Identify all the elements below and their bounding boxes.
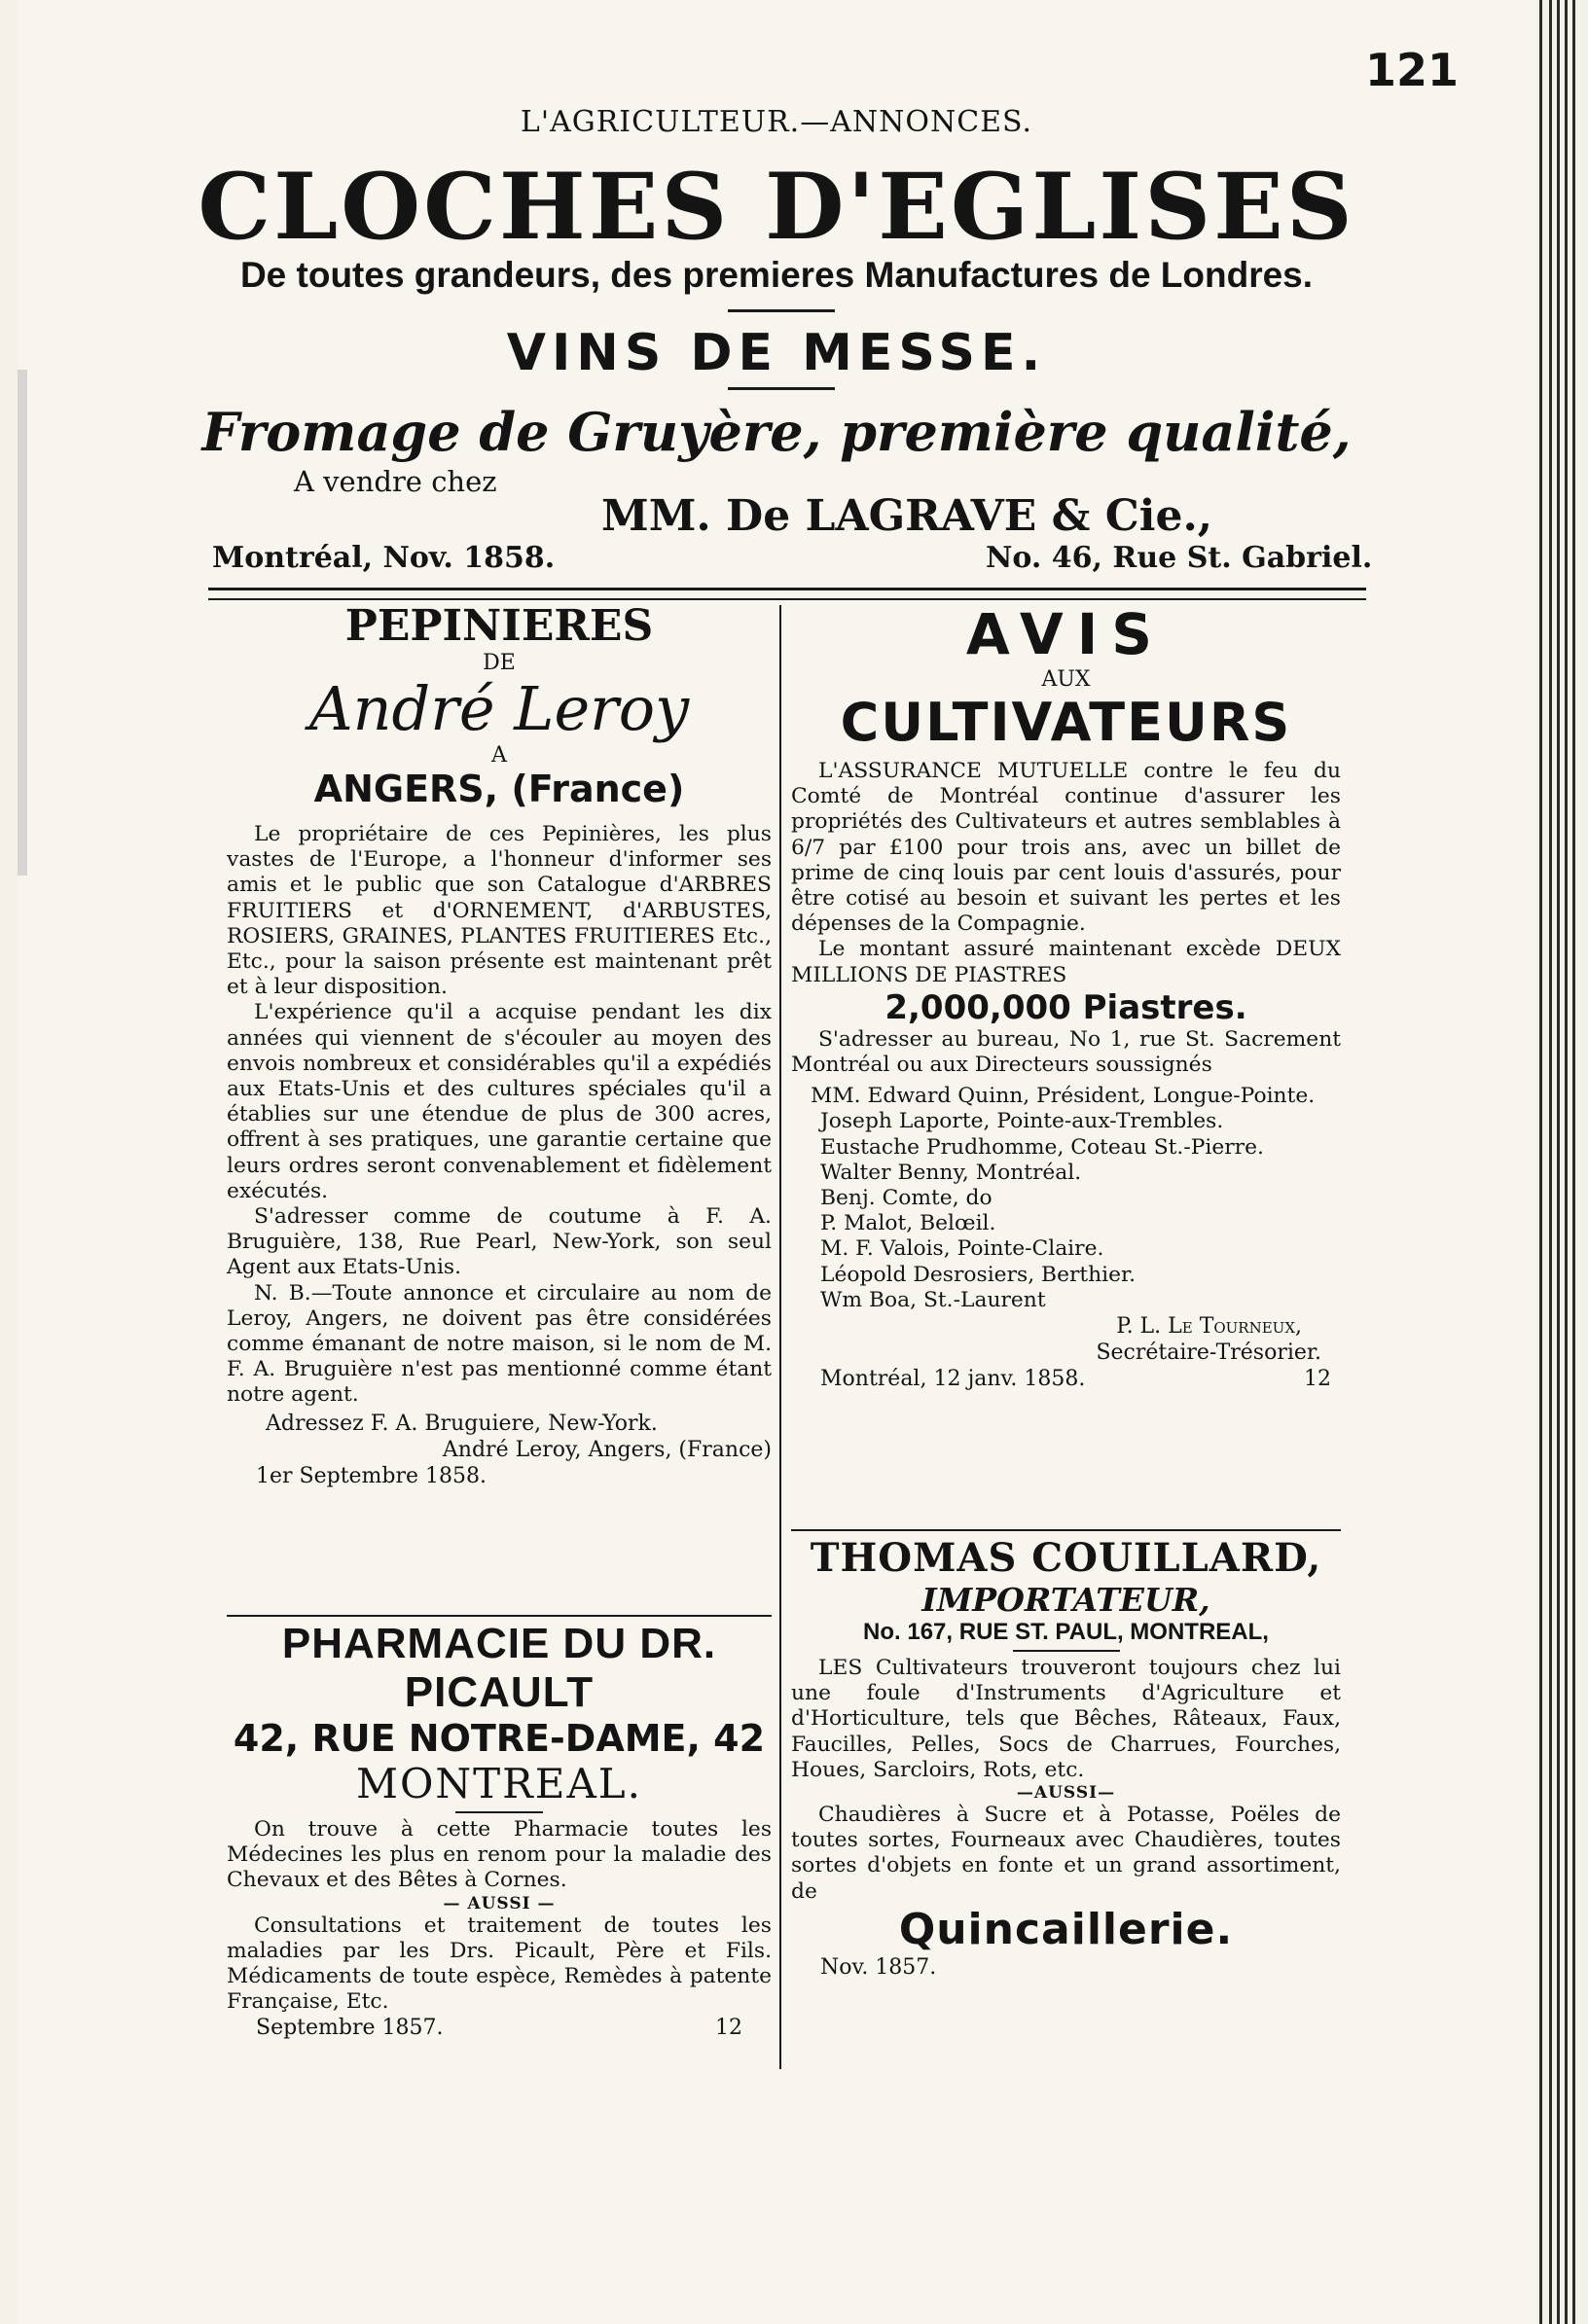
pepinieres-de: DE <box>483 651 516 675</box>
director: P. Malot, Belœil. <box>820 1211 996 1236</box>
director: MM. Edward Quinn, Président, Longue-Pointe. <box>811 1084 1316 1109</box>
avis-paragraph: S'adresser au bureau, No 1, rue St. Sacrement Montréal ou aux Directeurs soussignés <box>791 1026 1341 1078</box>
pharmacie-title: PHARMACIE DU DR. PICAULT <box>281 1620 717 1716</box>
pharmacie-footer <box>227 2015 772 2041</box>
avis-date: Montréal, 12 janv. 1858. <box>820 1367 1086 1392</box>
avis-secretary-title: Secrétaire-Trésorier. <box>1096 1341 1321 1366</box>
pepinieres-title: PEPINIERES <box>344 601 654 651</box>
divider <box>455 1811 543 1813</box>
avis-amount: 2,000,000 Piastres. <box>884 987 1247 1027</box>
avis-aux: AUX <box>1041 667 1091 692</box>
pharmacie-date: Septembre 1857. <box>256 2016 444 2041</box>
pharmacie-city: MONTREAL. <box>355 1760 643 1807</box>
pharmacie-paragraph: Consultations et traitement de toutes les maladies par les Drs. Picault, Père et Fils. Médicaments de toute espèce, Remèdes à patente Française, Etc. <box>227 1913 772 2015</box>
avis-directors <box>791 1084 1341 1313</box>
pepinieres-date: 1er Septembre 1858. <box>256 1463 487 1488</box>
pepinieres-paragraph: Le propriétaire de ces Pepinières, les plus vastes de l'Europe, a l'honneur d'informer ses amis et le public que son Catalogue d'ARBRES FRUITIERS et d'ORNEMENT, d'ARBUSTES, ROSIERS, GRAINES, PLANTES FRUITIERES Etc., Etc., pour la saison présente est maintenant prêt et à leur disposition. <box>227 822 772 1000</box>
couillard-paragraph: LES Cultivateurs trouveront toujours chez lui une foule d'Instruments d'Agriculture et d'Horticulture, tels que Bêches, Râteaux, Faux, Faucilles, Pelles, Socs de Charrues, Fourches, Houes, Sarcloirs, Rots, etc. <box>791 1656 1341 1782</box>
director: Benj. Comte, do <box>820 1186 992 1211</box>
avis-cultivateurs: CULTIVATEURS <box>840 692 1292 753</box>
page-number: 121 <box>1365 44 1460 96</box>
pharmacie-paragraph: On trouve à cette Pharmacie toutes les Médecines les plus en renom pour la maladie des Chevaux et des Bêtes à Cornes. <box>227 1817 772 1893</box>
merchant-name: MM. De LAGRAVE & Cie., <box>601 491 1213 541</box>
couillard-role: IMPORTATEUR, <box>921 1581 1210 1619</box>
avis-paragraph: L'ASSURANCE MUTUELLE contre le feu du Comté de Montréal continue d'assurer les propriétés des Cultivateurs et autres semblables à 6/7 par £100 pour trois ans, avec un billet de prime de cinq louis par cent louis d'assurés, pour être cotisé au besoin et suivant les pertes et les dépenses de la Compagnie. <box>791 759 1341 937</box>
director: Wm Boa, St.-Laurent <box>820 1287 1046 1312</box>
cloches-title: CLOCHES D'EGLISES <box>198 154 1355 261</box>
fromage-heading: Fromage de Gruyère, première qualité, <box>201 401 1352 463</box>
vins-heading: VINS DE MESSE. <box>506 324 1047 382</box>
couillard-paragraph: Chaudières à Sucre et à Potasse, Poëles de toutes sortes, Fourneaux avec Chaudières, toutes sortes d'objets en fonte et un grand assortiment, de <box>791 1803 1341 1904</box>
avis-ad <box>791 601 1341 1392</box>
header-date: Montréal, Nov. 1858. <box>212 541 556 575</box>
section-double-rule <box>208 588 1366 600</box>
director: M. F. Valois, Pointe-Claire. <box>820 1236 1104 1262</box>
couillard-name: THOMAS COUILLARD, <box>810 1535 1322 1581</box>
a-vendre-chez: A vendre chez <box>294 465 497 498</box>
avis-title: AVIS <box>965 601 1167 667</box>
pepinieres-paragraph: S'adresser comme de coutume à F. A. Bruguière, 138, Rue Pearl, New-York, son seul Agent aux Etats-Unis. <box>227 1204 772 1280</box>
pepinieres-paragraph: N. B.—Toute annonce et circulaire au nom de Leroy, Angers, ne doivent pas être considérées comme émanant de notre maison, si le nom de M. F. A. Bruguière n'est pas mentionné comme étant notre agent. <box>227 1280 772 1408</box>
director: Walter Benny, Montréal. <box>820 1160 1082 1185</box>
couillard-quincaillerie: Quincaillerie. <box>898 1904 1234 1954</box>
avis-footer <box>791 1366 1341 1392</box>
pepinieres-name: André Leroy <box>308 673 690 744</box>
column-rule <box>779 605 781 2069</box>
divider <box>1013 1650 1120 1652</box>
avis-secretary: P. L. Le Tourneux, <box>1116 1314 1302 1340</box>
director: Joseph Laporte, Pointe-aux-Trembles. <box>820 1109 1224 1134</box>
pharmacie-ad <box>227 1620 772 2041</box>
couillard-ad <box>791 1535 1341 1981</box>
pharmacie-aussi: — AUSSI — <box>443 1893 556 1913</box>
pepinieres-ad <box>227 601 772 1489</box>
header-address: No. 46, Rue St. Gabriel. <box>986 541 1373 575</box>
director: Eustache Prudhomme, Coteau St.-Pierre. <box>820 1134 1264 1160</box>
director: Léopold Desrosiers, Berthier. <box>820 1262 1137 1287</box>
divider <box>728 387 835 390</box>
cloches-subtitle: De toutes grandeurs, des premieres Manufactures de Londres. <box>239 255 1314 295</box>
newspaper-page <box>18 0 1535 2324</box>
couillard-address: No. 167, RUE ST. PAUL, MONTREAL, <box>863 1619 1269 1645</box>
divider <box>791 1529 1341 1531</box>
pharmacie-address: 42, RUE NOTRE-DAME, 42 <box>233 1717 766 1760</box>
running-head: L'AGRICULTEUR.—ANNONCES. <box>520 105 1033 139</box>
pepinieres-place: ANGERS, (France) <box>313 768 685 810</box>
pharmacie-ref: 12 <box>715 2016 742 2041</box>
avis-ref: 12 <box>1304 1367 1331 1392</box>
divider <box>728 309 835 312</box>
pepinieres-signature-2: André Leroy, Angers, (France) <box>442 1437 772 1462</box>
couillard-aussi: —AUSSI— <box>1016 1783 1116 1804</box>
pepinieres-a: A <box>491 743 507 768</box>
page-edge-lines <box>1535 0 1580 2324</box>
pepinieres-signature-1: Adressez F. A. Bruguiere, New-York. <box>266 1411 658 1436</box>
avis-paragraph: Le montant assuré maintenant excède DEUX MILLIONS DE PIASTRES <box>791 937 1341 987</box>
couillard-date: Nov. 1857. <box>820 1954 937 1980</box>
divider <box>227 1615 772 1617</box>
pepinieres-paragraph: L'expérience qu'il a acquise pendant les dix années qui viennent de s'écouler au moyen des envois nombreux et considérables qu'il a expédiés aux Etats-Unis et des cultures spéciales qu'il a établies sur une étendue de plus de 300 acres, offrent à ses pratiques, une garantie certaine que leurs ordres seront convenablement et fidèlement exécutés. <box>227 1000 772 1203</box>
